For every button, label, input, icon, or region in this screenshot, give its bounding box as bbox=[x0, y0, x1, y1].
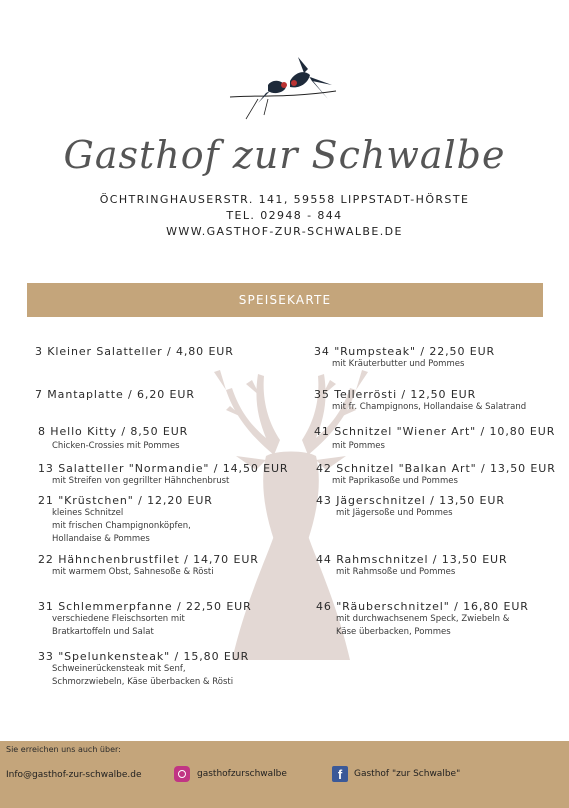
menu-item-desc: Schmorzwiebeln, Käse überbacken & Rösti bbox=[52, 677, 234, 687]
menu-item-name: 31 Schlemmerpfanne / 22,50 EUR bbox=[38, 600, 252, 613]
menu-item-desc: mit frischen Champignonköpfen, bbox=[52, 521, 191, 531]
menu-item-name: 35 Tellerrösti / 12,50 EUR bbox=[314, 388, 477, 401]
footer-label: Sie erreichen uns auch über: bbox=[6, 745, 121, 754]
menu-item-desc: Chicken-Crossies mit Pommes bbox=[52, 441, 180, 451]
menu-item-name: 13 Salatteller "Normandie" / 14,50 EUR bbox=[38, 462, 289, 475]
menu-item-desc: mit warmem Obst, Sahnesoße & Rösti bbox=[52, 567, 214, 577]
footer bbox=[0, 741, 569, 808]
menu-item-name: 43 Jägerschnitzel / 13,50 EUR bbox=[316, 494, 505, 507]
menu-item-name: 7 Mantaplatte / 6,20 EUR bbox=[35, 388, 195, 401]
menu-item-desc: Hollandaise & Pommes bbox=[52, 534, 150, 544]
menu-item bbox=[314, 425, 555, 453]
menu-item-name: 33 "Spelunkensteak" / 15,80 EUR bbox=[38, 650, 250, 663]
menu-item-desc: Schweinerückensteak mit Senf, bbox=[52, 664, 186, 674]
menu-item bbox=[35, 388, 195, 401]
instagram-icon[interactable] bbox=[174, 766, 190, 782]
menu-item-desc: kleines Schnitzel bbox=[52, 508, 124, 518]
menu-item-desc: Käse überbacken, Pommes bbox=[336, 627, 451, 637]
menu-item-desc: mit fr. Champignons, Hollandaise & Salatrand bbox=[332, 402, 527, 412]
menu-item bbox=[38, 425, 188, 453]
menu-item bbox=[314, 388, 526, 414]
menu-item bbox=[35, 345, 234, 358]
menu-item-desc: mit Streifen von gegrillter Hähnchenbrust bbox=[52, 476, 230, 486]
facebook-link[interactable]: Gasthof "zur Schwalbe" bbox=[354, 769, 461, 779]
menu-item-desc: mit Paprikasoße und Pommes bbox=[332, 476, 458, 486]
menu-item-desc: mit Jägersoße und Pommes bbox=[336, 508, 453, 518]
website-link[interactable]: WWW.GASTHOF-ZUR-SCHWALBE.DE bbox=[166, 225, 403, 238]
menu-item-desc: mit Rahmsoße und Pommes bbox=[336, 567, 456, 577]
phone: TEL. 02948 - 844 bbox=[226, 209, 343, 222]
menu-item bbox=[38, 650, 249, 689]
page-title: Gasthof zur Schwalbe bbox=[63, 133, 506, 177]
menu-item-name: 41 Schnitzel "Wiener Art" / 10,80 EUR bbox=[314, 425, 556, 438]
menu-item bbox=[316, 600, 529, 639]
menu-item bbox=[38, 494, 213, 546]
facebook-icon[interactable]: f bbox=[332, 766, 348, 782]
menu-item-desc: mit Pommes bbox=[332, 441, 385, 451]
menu-item-name: 8 Hello Kitty / 8,50 EUR bbox=[38, 425, 189, 438]
menu-item-name: 44 Rahmschnitzel / 13,50 EUR bbox=[316, 553, 508, 566]
menu-item-desc: Bratkartoffeln und Salat bbox=[52, 627, 154, 637]
address: ÖCHTRINGHAUSERSTR. 141, 59558 LIPPSTADT-HÖRSTE bbox=[99, 193, 470, 206]
menu-item bbox=[38, 553, 259, 579]
menu-item-name: 42 Schnitzel "Balkan Art" / 13,50 EUR bbox=[316, 462, 556, 475]
menu-item-name: 46 "Räuberschnitzel" / 16,80 EUR bbox=[316, 600, 529, 613]
menu-item bbox=[38, 462, 288, 488]
menu-item bbox=[38, 600, 252, 639]
menu-item bbox=[316, 462, 556, 488]
menu-item bbox=[316, 494, 505, 520]
menu-item-desc: verschiedene Fleischsorten mit bbox=[52, 614, 185, 624]
menu-item-name: 21 "Krüstchen" / 12,20 EUR bbox=[38, 494, 213, 507]
menu-item-desc: mit Kräuterbutter und Pommes bbox=[332, 359, 465, 369]
menu-item bbox=[314, 345, 495, 371]
section-banner: SPEISEKARTE bbox=[27, 283, 543, 317]
menu-item bbox=[316, 553, 508, 579]
swallow-logo-icon bbox=[228, 55, 338, 131]
menu-item-name: 34 "Rumpsteak" / 22,50 EUR bbox=[314, 345, 496, 358]
menu-item-name: 22 Hähnchenbrustfilet / 14,70 EUR bbox=[38, 553, 259, 566]
menu-item-desc: mit durchwachsenem Speck, Zwiebeln & bbox=[336, 614, 510, 624]
email-link[interactable]: Info@gasthof-zur-schwalbe.de bbox=[6, 770, 142, 780]
instagram-link[interactable]: gasthofzurschwalbe bbox=[197, 769, 287, 779]
menu-item-name: 3 Kleiner Salatteller / 4,80 EUR bbox=[35, 345, 234, 358]
